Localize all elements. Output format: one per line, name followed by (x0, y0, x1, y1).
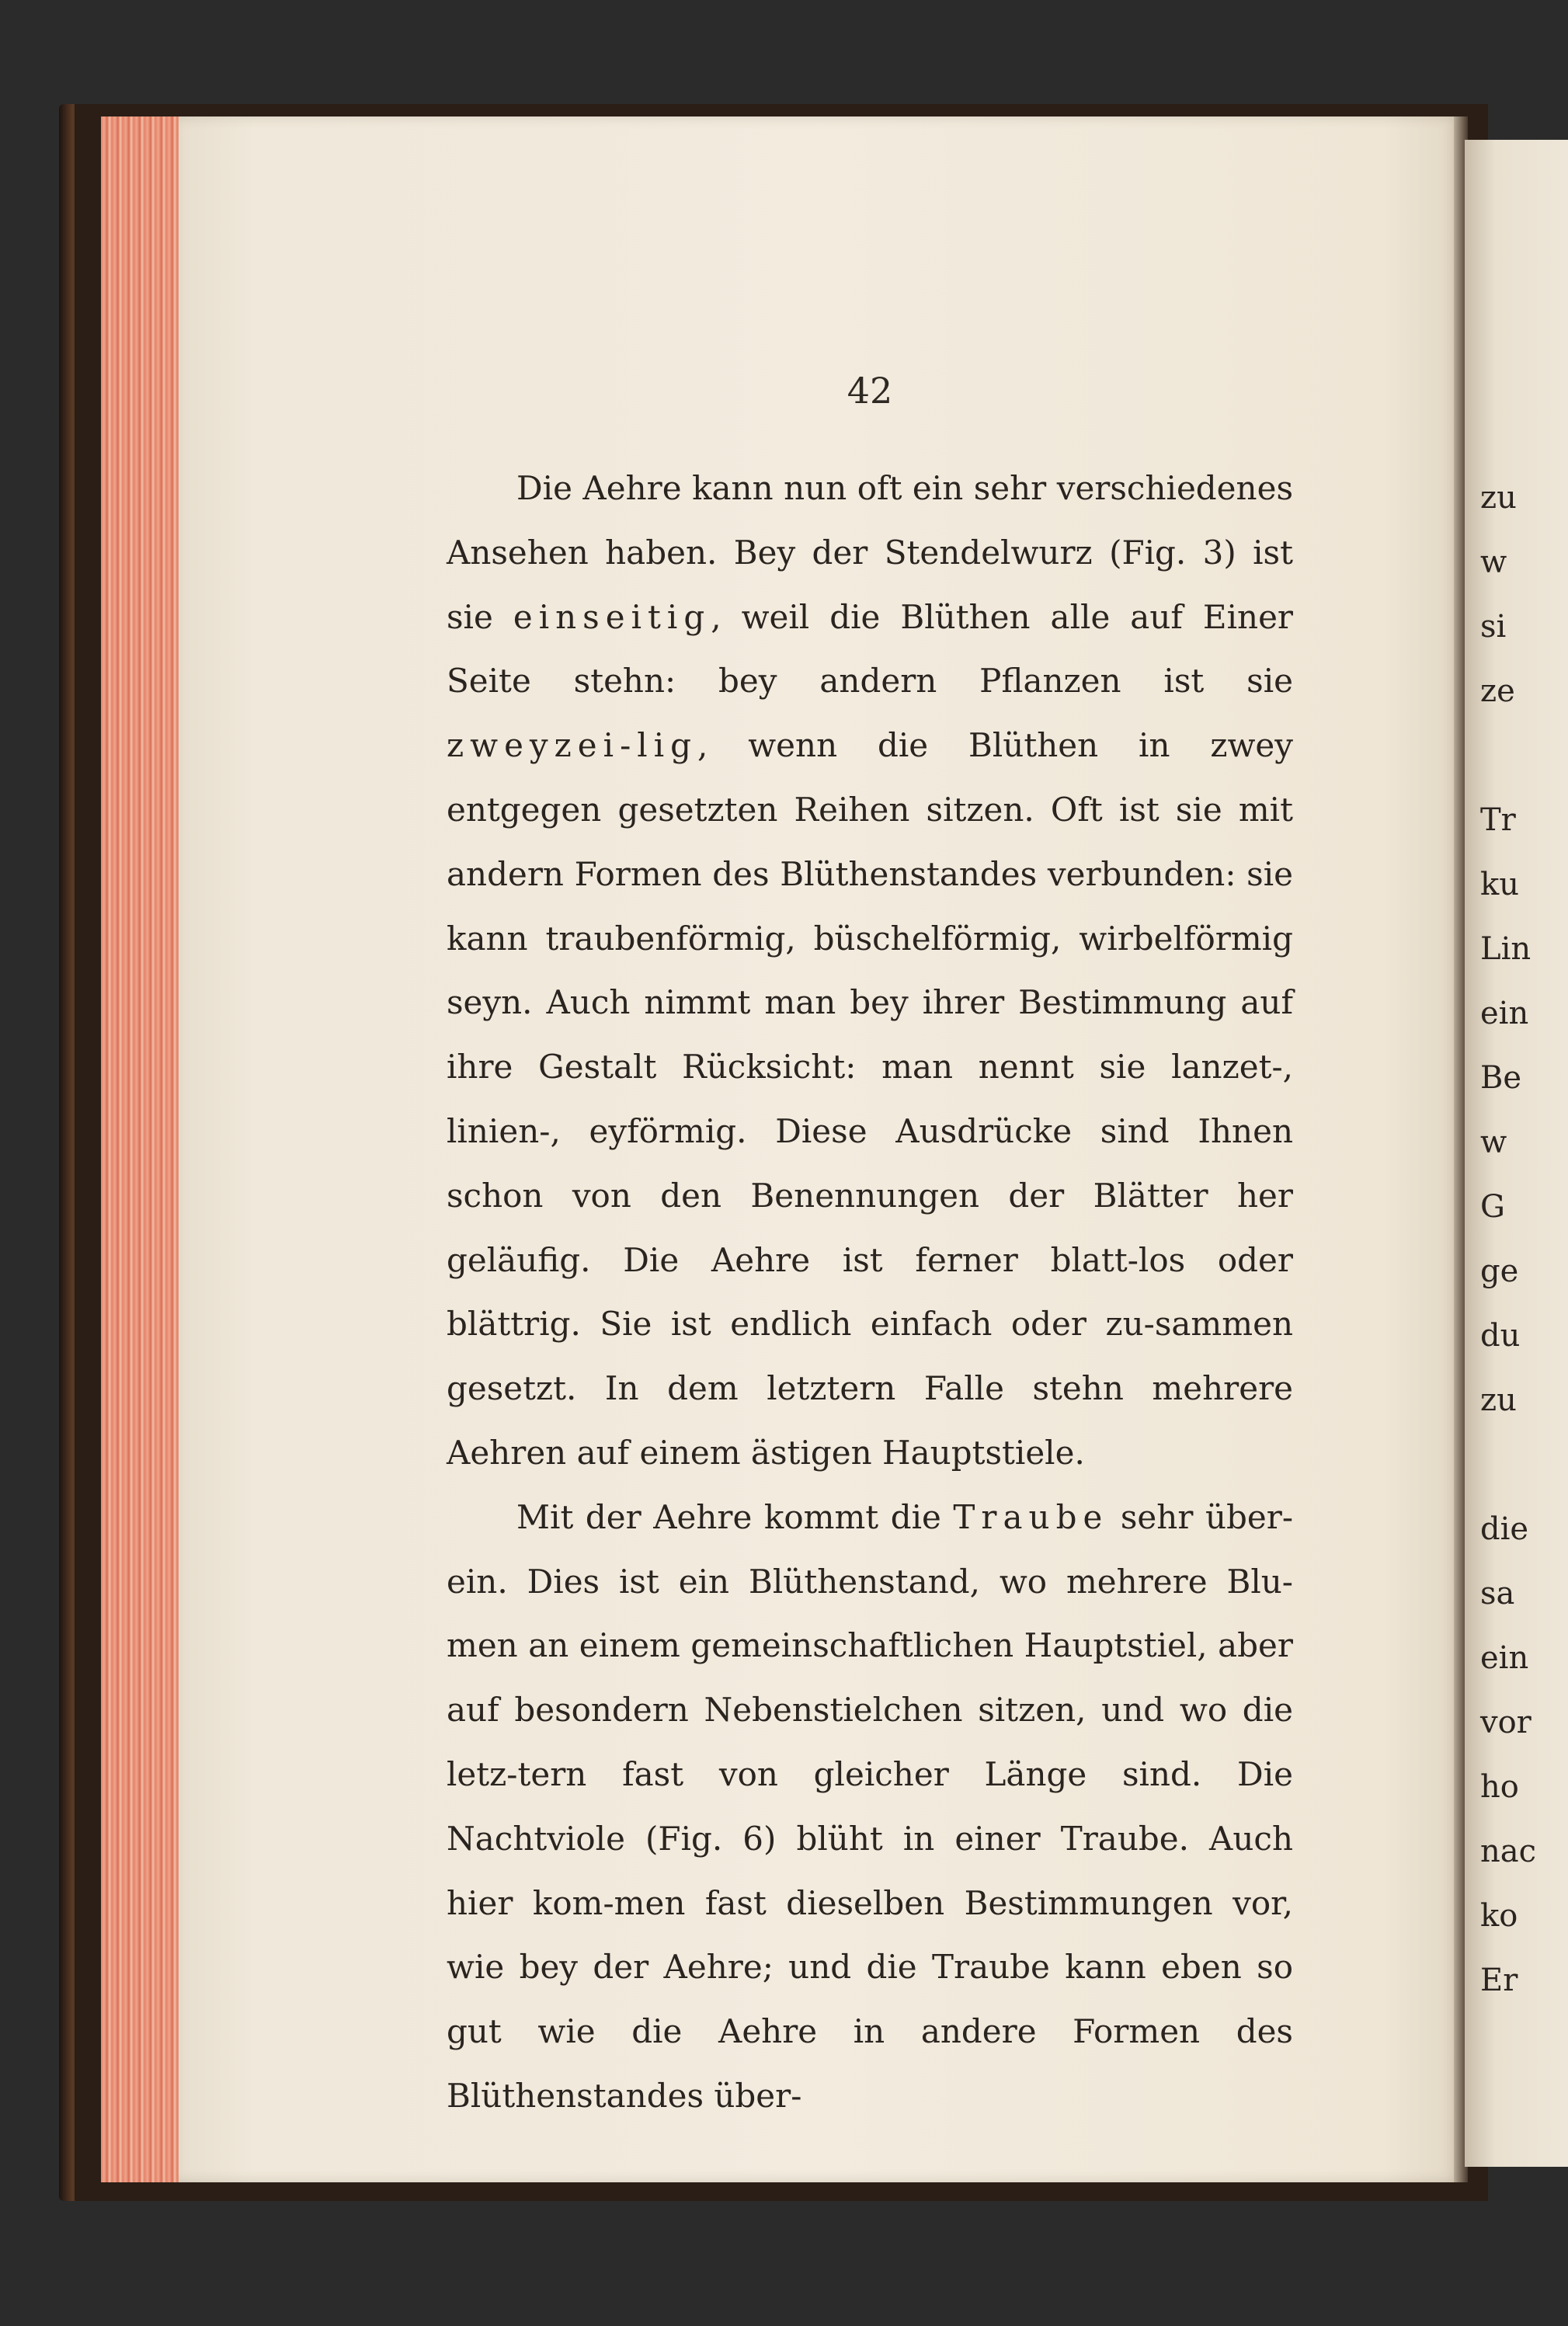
text-run: Die Aehre kann nun oft ein sehr verschiedenes Ansehen haben. Bey der Stendelwurz (Fig. 3) ist sie (447, 469, 1293, 636)
paragraph (447, 457, 1293, 1486)
emphasized-term: Traube (953, 1497, 1109, 1536)
facing-line-fragment: si (1480, 609, 1507, 645)
emphasized-term: zweyzei-lig (447, 726, 698, 765)
facing-line-fragment (1480, 724, 1566, 788)
facing-line-fragment: Be (1480, 1060, 1522, 1096)
facing-line-fragment: w (1480, 1125, 1507, 1160)
facing-line-fragment: zu (1480, 480, 1517, 516)
facing-line-fragment: zu (1480, 1382, 1517, 1418)
facing-line-fragment: sa (1480, 1576, 1515, 1612)
facing-line-fragment: ko (1480, 1898, 1518, 1934)
page-text (447, 457, 1293, 2129)
facing-line-fragment: nac (1480, 1834, 1537, 1869)
facing-page-fragments (1480, 466, 1566, 2013)
facing-line-fragment (1480, 1433, 1566, 1497)
facing-line-fragment: ge (1480, 1253, 1519, 1289)
text-run: Mit der Aehre kommt die (516, 1497, 954, 1536)
text-run: , wenn die Blüthen in zwey entgegen gesetzten Reihen sitzen. Oft ist sie mit andern Formen des Blüthenstandes verbunden: sie kann traubenförmig, büschelförmig, wirbelförmig seyn. Auch nimmt man bey ihrer Bestimmung auf ihre Gestalt Rücksicht: man nennt sie lanzet-, linien-, eyförmig. Diese Ausdrücke sind Ihnen schon von den Benennungen der Blätter her geläufig. Die Aehre ist ferner blatt-los oder blättrig. Sie ist endlich einfach oder zu-sammen gesetzt. In dem letztern Falle stehn mehrere Aehren auf einem ästigen Hauptstiele. (447, 726, 1293, 1472)
facing-line-fragment: Er (1480, 1963, 1518, 1998)
facing-line-fragment: ku (1480, 867, 1519, 902)
text-run: , weil die Blüthen alle auf Einer Seite stehn: bey andern Pflanzen ist sie (447, 597, 1293, 701)
facing-line-fragment: ze (1480, 673, 1515, 709)
facing-line-fragment: die (1480, 1511, 1529, 1547)
facing-line-fragment: du (1480, 1318, 1521, 1354)
emphasized-term: einseitig (513, 597, 711, 636)
facing-line-fragment: Tr (1480, 802, 1516, 838)
facing-line-fragment: w (1480, 544, 1507, 580)
right-page-partial (1465, 140, 1568, 2167)
paragraph (447, 1486, 1293, 2129)
facing-line-fragment: ein (1480, 1640, 1529, 1676)
page-stack-edges (101, 116, 186, 2182)
page-number: 42 (847, 370, 893, 412)
facing-line-fragment: Lin (1480, 931, 1531, 967)
facing-line-fragment: ein (1480, 996, 1529, 1031)
facing-line-fragment: vor (1480, 1705, 1531, 1740)
facing-line-fragment: ho (1480, 1769, 1519, 1805)
text-run: sehr über-ein. Dies ist ein Blüthenstand, wo mehrere Blu-men an einem gemeinschaftlichen Hauptstiel, aber auf besondern Nebenstielchen sitzen, und wo die letz-tern fast von gleicher Länge sind. Die Nachtviole (Fig. 6) blüht in einer Traube. Auch hier kom-men fast dieselben Bestimmungen vor, wie bey der Aehre; und die Traube kann eben so gut wie die Aehre in andere Formen des Blüthenstandes über- (447, 1497, 1294, 2115)
facing-line-fragment: G (1480, 1189, 1505, 1225)
